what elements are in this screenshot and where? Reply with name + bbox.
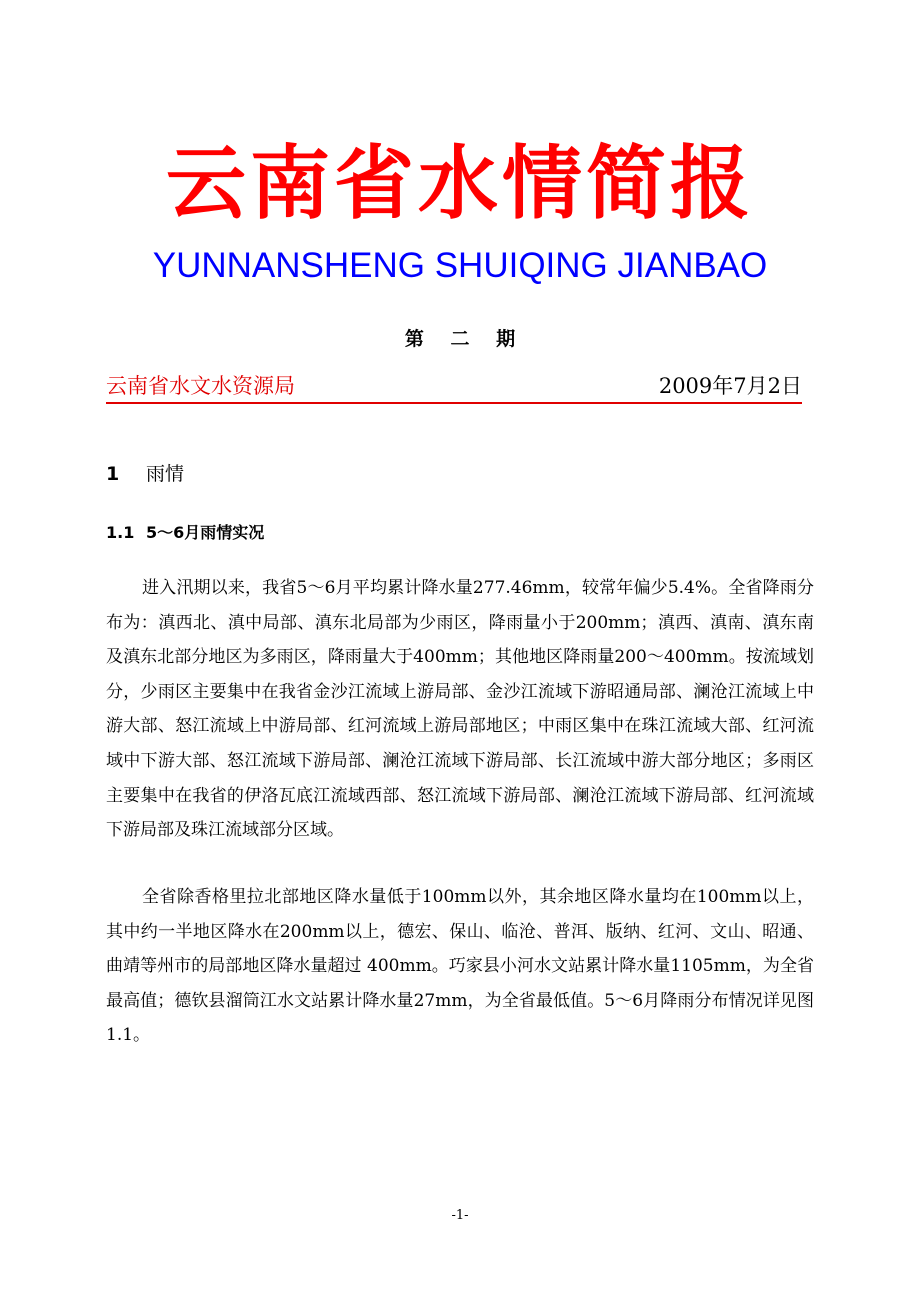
body-paragraph: 全省除香格里拉北部地区降水量低于100mm以外，其余地区降水量均在100mm以上，其中约一半地区降水在200mm以上，德宏、保山、临沧、普洱、版纳、红河、文山、昭通、曲靖等州市的局部地区降水量超过 400mm。巧家县小河水文站累计降水量1105mm，为全省最高值；德钦县溜筒江水文站累计降水量27mm，为全省最低值。5～6月降雨分布情况详见图1.1。: [106, 887, 814, 1046]
report-title: 云南省水情简报: [166, 136, 754, 230]
issuer-line: [106, 370, 802, 404]
report-title-pinyin: YUNNANSHENG SHUIQING JIANBAO: [152, 246, 768, 285]
issuer-name: 云南省水文水资源局: [106, 374, 295, 398]
subsection-number: 1.1: [106, 523, 135, 542]
body-paragraph: 进入汛期以来，我省5～6月平均累计降水量277.46mm，较常年偏少5.4%。全省降雨分布为：滇西北、滇中局部、滇东北局部为少雨区，降雨量小于200mm；滇西、滇南、滇东南及滇东北部分地区为多雨区，降雨量大于400mm；其他地区降雨量200～400mm。按流域划分，少雨区主要集中在我省金沙江流域上游局部、金沙江流域下游昭通局部、澜沧江流域上中游大部、怒江流域上中游局部、红河流域上游局部地区；中雨区集中在珠江流域大部、红河流域中下游大部、怒江流域下游局部、澜沧江流域下游局部、长江流域中游大部分地区；多雨区主要集中在我省的伊洛瓦底江流域西部、怒江流域下游局部、澜沧江流域下游局部、红河流域下游局部及珠江流域部分区域。: [106, 578, 814, 841]
subsection-heading-1-1: [106, 520, 264, 543]
section-title: 雨情: [146, 463, 185, 485]
page-number: -1-: [451, 1208, 469, 1223]
issue-number: 第 二 期: [404, 328, 526, 350]
section-number: 1: [106, 463, 120, 485]
section-heading-1: [106, 459, 184, 486]
subsection-title: 5～6月雨情实况: [146, 523, 265, 542]
issue-date: 2009年7月2日: [658, 374, 802, 398]
